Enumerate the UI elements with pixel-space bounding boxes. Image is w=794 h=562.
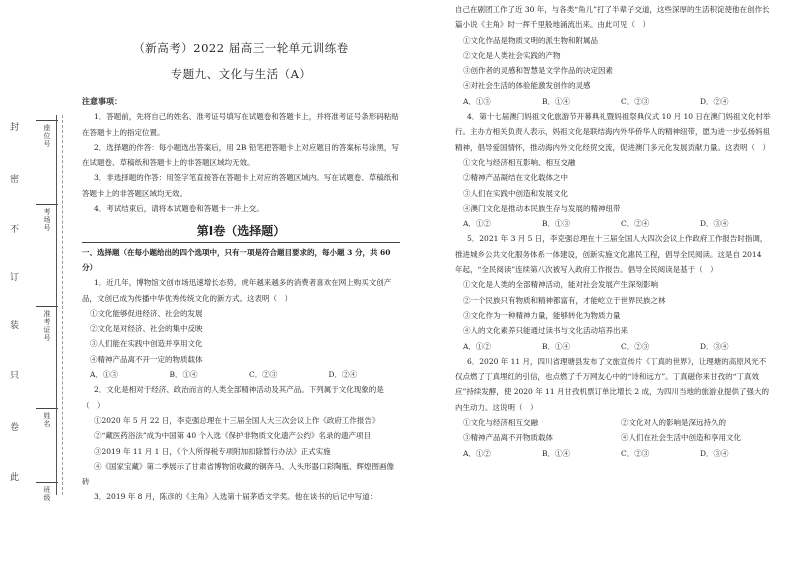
answer-choice: C．②③ [621, 341, 650, 351]
answer-choice: D．③④ [700, 448, 729, 458]
answer-choices [455, 216, 771, 231]
answer-choice: D．③④ [700, 219, 729, 229]
question-option: ①文化作品是物质文明的派生物和附属品 [463, 35, 598, 45]
seal-char: 装 [10, 321, 20, 331]
question-stem: 4．第十七届澳门妈祖文化旅游节开幕典礼暨妈祖祭典仪式 10 月 10 日在澳门妈祖文化村举行。主办方相关负责人表示，妈祖文化是联结海内外华侨华人的精神纽带，愿为进一步弘扬妈祖精神，倡导爱国情怀，推动海内外文化经贸交流，促进澳门多元化发展贡献力量。这表明（ ） [455, 112, 771, 152]
section-instruction: 一、选择题（在每小题给出的四个选项中，只有一项是符合题目要求的，每小题 3 分，共 60 分） [82, 247, 391, 272]
seal-char: 只 [10, 371, 20, 381]
notice-item: 1．答题前，先将自己的姓名、准考证号填写在试题卷和答题卡上，并将准考证号条形码粘贴在答题卡上的指定位置。 [82, 112, 399, 137]
seal-char: 此 [10, 473, 20, 483]
question-stem: 自己在剧团工作了近 30 年，与各类“角儿”打了半辈子交道，这些深厚的生活积淀使他在创作长篇小说《主角》时一挥千里般地涌流出来。由此可见（ ） [455, 5, 770, 30]
name-line [36, 408, 58, 409]
question-option: ④对社会生活的体验能激发创作的灵感 [463, 81, 591, 91]
answer-choice: A．①③ [463, 96, 491, 106]
question-option: ①文化能够促进经济、社会的发展 [90, 308, 203, 318]
answer-choices [455, 94, 771, 109]
exam-room-line [36, 204, 58, 205]
seal-char: 密 [10, 175, 20, 185]
ticket-number-label: 准考证号 [43, 310, 51, 342]
answer-choice: B．①③ [542, 219, 571, 229]
question-option: ④人的文化素养只能通过读书与文化活动培养出来 [463, 326, 628, 336]
exam-room-label: 考场号 [43, 208, 51, 232]
seal-char: 不 [10, 225, 20, 235]
exam-subtitle: 专题九、文化与生活（A） [170, 67, 312, 81]
question-option: ①文化是人类的全部精神活动，能对社会发展产生深刻影响 [463, 280, 658, 290]
seal-char: 订 [10, 273, 20, 283]
question-stem: 3．2019 年 8 月，陈彦的《主角》入选第十届茅盾文学奖。他在谈书的后记中写道： [94, 492, 378, 502]
question-option: ③创作者的灵感和智慧是文学作品的决定因素 [463, 66, 613, 76]
answer-choice: C．②③ [621, 96, 650, 106]
answer-choice: A．①② [463, 341, 491, 351]
seal-char: 封 [10, 123, 20, 133]
name-label: 姓名 [43, 412, 51, 428]
exam-title: （新高考）2022 届高三一轮单元训练卷 [133, 41, 349, 55]
seal-char: 卷 [10, 423, 20, 433]
notice-item: 3．非选择题的作答：用签字笔直接答在答题卡上对应的答题区域内。写在试题卷、草稿纸和答题卡上的非答题区域均无效。 [82, 173, 399, 198]
left-column [82, 0, 400, 505]
question-option: ②“藏医药浴法”成为中国第 40 个入选《保护非物质文化遗产公约》名录的遗产项目 [94, 431, 371, 441]
right-column [455, 0, 771, 461]
question-option: ④澳门文化是推动本民族生存与发展的精神纽带 [463, 203, 621, 213]
question-option: ④精神产品离不开一定的物质载体 [90, 354, 203, 364]
question-option: ①2020 年 5 月 22 日，李克强总理在十三届全国人大三次会议上作《政府工作报告》 [94, 415, 380, 425]
answer-choice: A．①③ [90, 370, 118, 380]
question-option: ①文化与经济相互交融 [463, 418, 538, 428]
section-divider [82, 242, 400, 243]
binding-margin [0, 0, 70, 562]
answer-choice: A．①② [463, 448, 491, 458]
question-option-row [455, 415, 771, 430]
question-option: ③2019 年 11 月 1 日，《个人所得税专项附加扣除暂行办法》正式实施 [94, 446, 331, 456]
question-option: ③文化作为一种精神力量，能够转化为物质力量 [463, 310, 621, 320]
question-stem: 2．文化是相对于经济、政治而言的人类全部精神活动及其产品。下列属于文化现象的是（ ） [82, 385, 384, 410]
answer-choices [455, 446, 771, 461]
class-line [36, 482, 58, 483]
answer-choices [455, 339, 771, 354]
question-option-row [455, 430, 771, 445]
answer-choices [82, 367, 400, 382]
question-option: ④《国家宝藏》第二季展示了甘肃省博物馆收藏的铜奔马、人头形器口彩陶瓶、辉煌图画像砖 [82, 461, 394, 487]
question-option: ②文化是人类社会实践的产物 [463, 50, 561, 60]
answer-choice: B．①④ [542, 448, 571, 458]
question-option: ②文化是对经济、社会的集中反映 [90, 324, 203, 334]
answer-choice: C．②④ [621, 219, 650, 229]
seat-number-line [36, 120, 58, 121]
ticket-number-line [36, 306, 58, 307]
answer-choice: B．①④ [542, 96, 571, 106]
question-stem: 5．2021 年 3 月 5 日，李克强总理在十三届全国人大四次会议上作政府工作报告时指调，推进城乡公共文化服务体系一体建设，创新实施文化惠民工程，倡导全民阅读。这是自 2014 年起，“全民阅读”连续第八次被写入政府工作报告。倡导全民阅读是基于（ ） [455, 234, 768, 275]
question-option: ③人们能在实践中创造并享用文化 [90, 339, 203, 349]
section-title: 第Ⅰ卷（选择题） [196, 224, 286, 239]
question-option: ②精神产品凝结在文化载体之中 [463, 173, 568, 183]
binding-line [56, 115, 57, 495]
answer-choice: B．①④ [542, 341, 571, 351]
answer-choice: B．①④ [169, 370, 198, 380]
answer-choice: D．②④ [700, 96, 729, 106]
answer-choice: C．②③ [621, 448, 650, 458]
binding-dashed-line [62, 115, 63, 495]
question-stem: 6．2020 年 11 月，四川省理塘县发布了文旅宣传片《丁真的世界》，让理塘的高原风光不仅点燃了丁真埋红的引信，也点燃了千万网友心中的“诗和远方”。丁真磁你来甘孜的“丁真效应”持续发酵，使 2020 年 11 月甘孜机票订单比增长 2 成，为四川当地的旅游业提供了强大的内生动力。这说明（ ） [455, 356, 770, 412]
question-option: ④人们在社会生活中创造和享用文化 [621, 433, 741, 443]
notice-heading: 注意事项： [82, 96, 122, 106]
question-option: ①文化与经济相互影响、相互交融 [463, 157, 576, 167]
answer-choice: D．②④ [328, 370, 358, 380]
seat-number-label: 座位号 [43, 124, 51, 148]
question-option: ②文化对人的影响是深远持久的 [621, 418, 726, 428]
question-option: ②一个民族只有物质和精神都富有，才能屹立于世界民族之林 [463, 295, 666, 305]
question-stem: 1．近几年，博物馆文创市场迅速增长态势。虎年越来越多的消费者喜欢在网上购买文创产品，文创已成为传播中华优秀传统文化的新方式。这表明（ ） [82, 278, 392, 303]
question-option: ③人们在实践中创造和发展文化 [463, 188, 568, 198]
question-option: ③精神产品离不开物质载体 [463, 433, 553, 443]
class-label: 班级 [43, 486, 51, 502]
answer-choice: D．③④ [700, 341, 729, 351]
notice-item: 2．选择题的作答：每小题选出答案后，用 2B 铅笔把答题卡上对应题目的答案标号涂黑，写在试题卷、草稿纸和答题卡上的非答题区域均无效。 [82, 142, 399, 168]
answer-choice: C．②③ [249, 370, 278, 380]
answer-choice: A．①② [463, 219, 491, 229]
notice-item: 4．考试结束后，请将本试题卷和答题卡一并上交。 [94, 204, 264, 214]
